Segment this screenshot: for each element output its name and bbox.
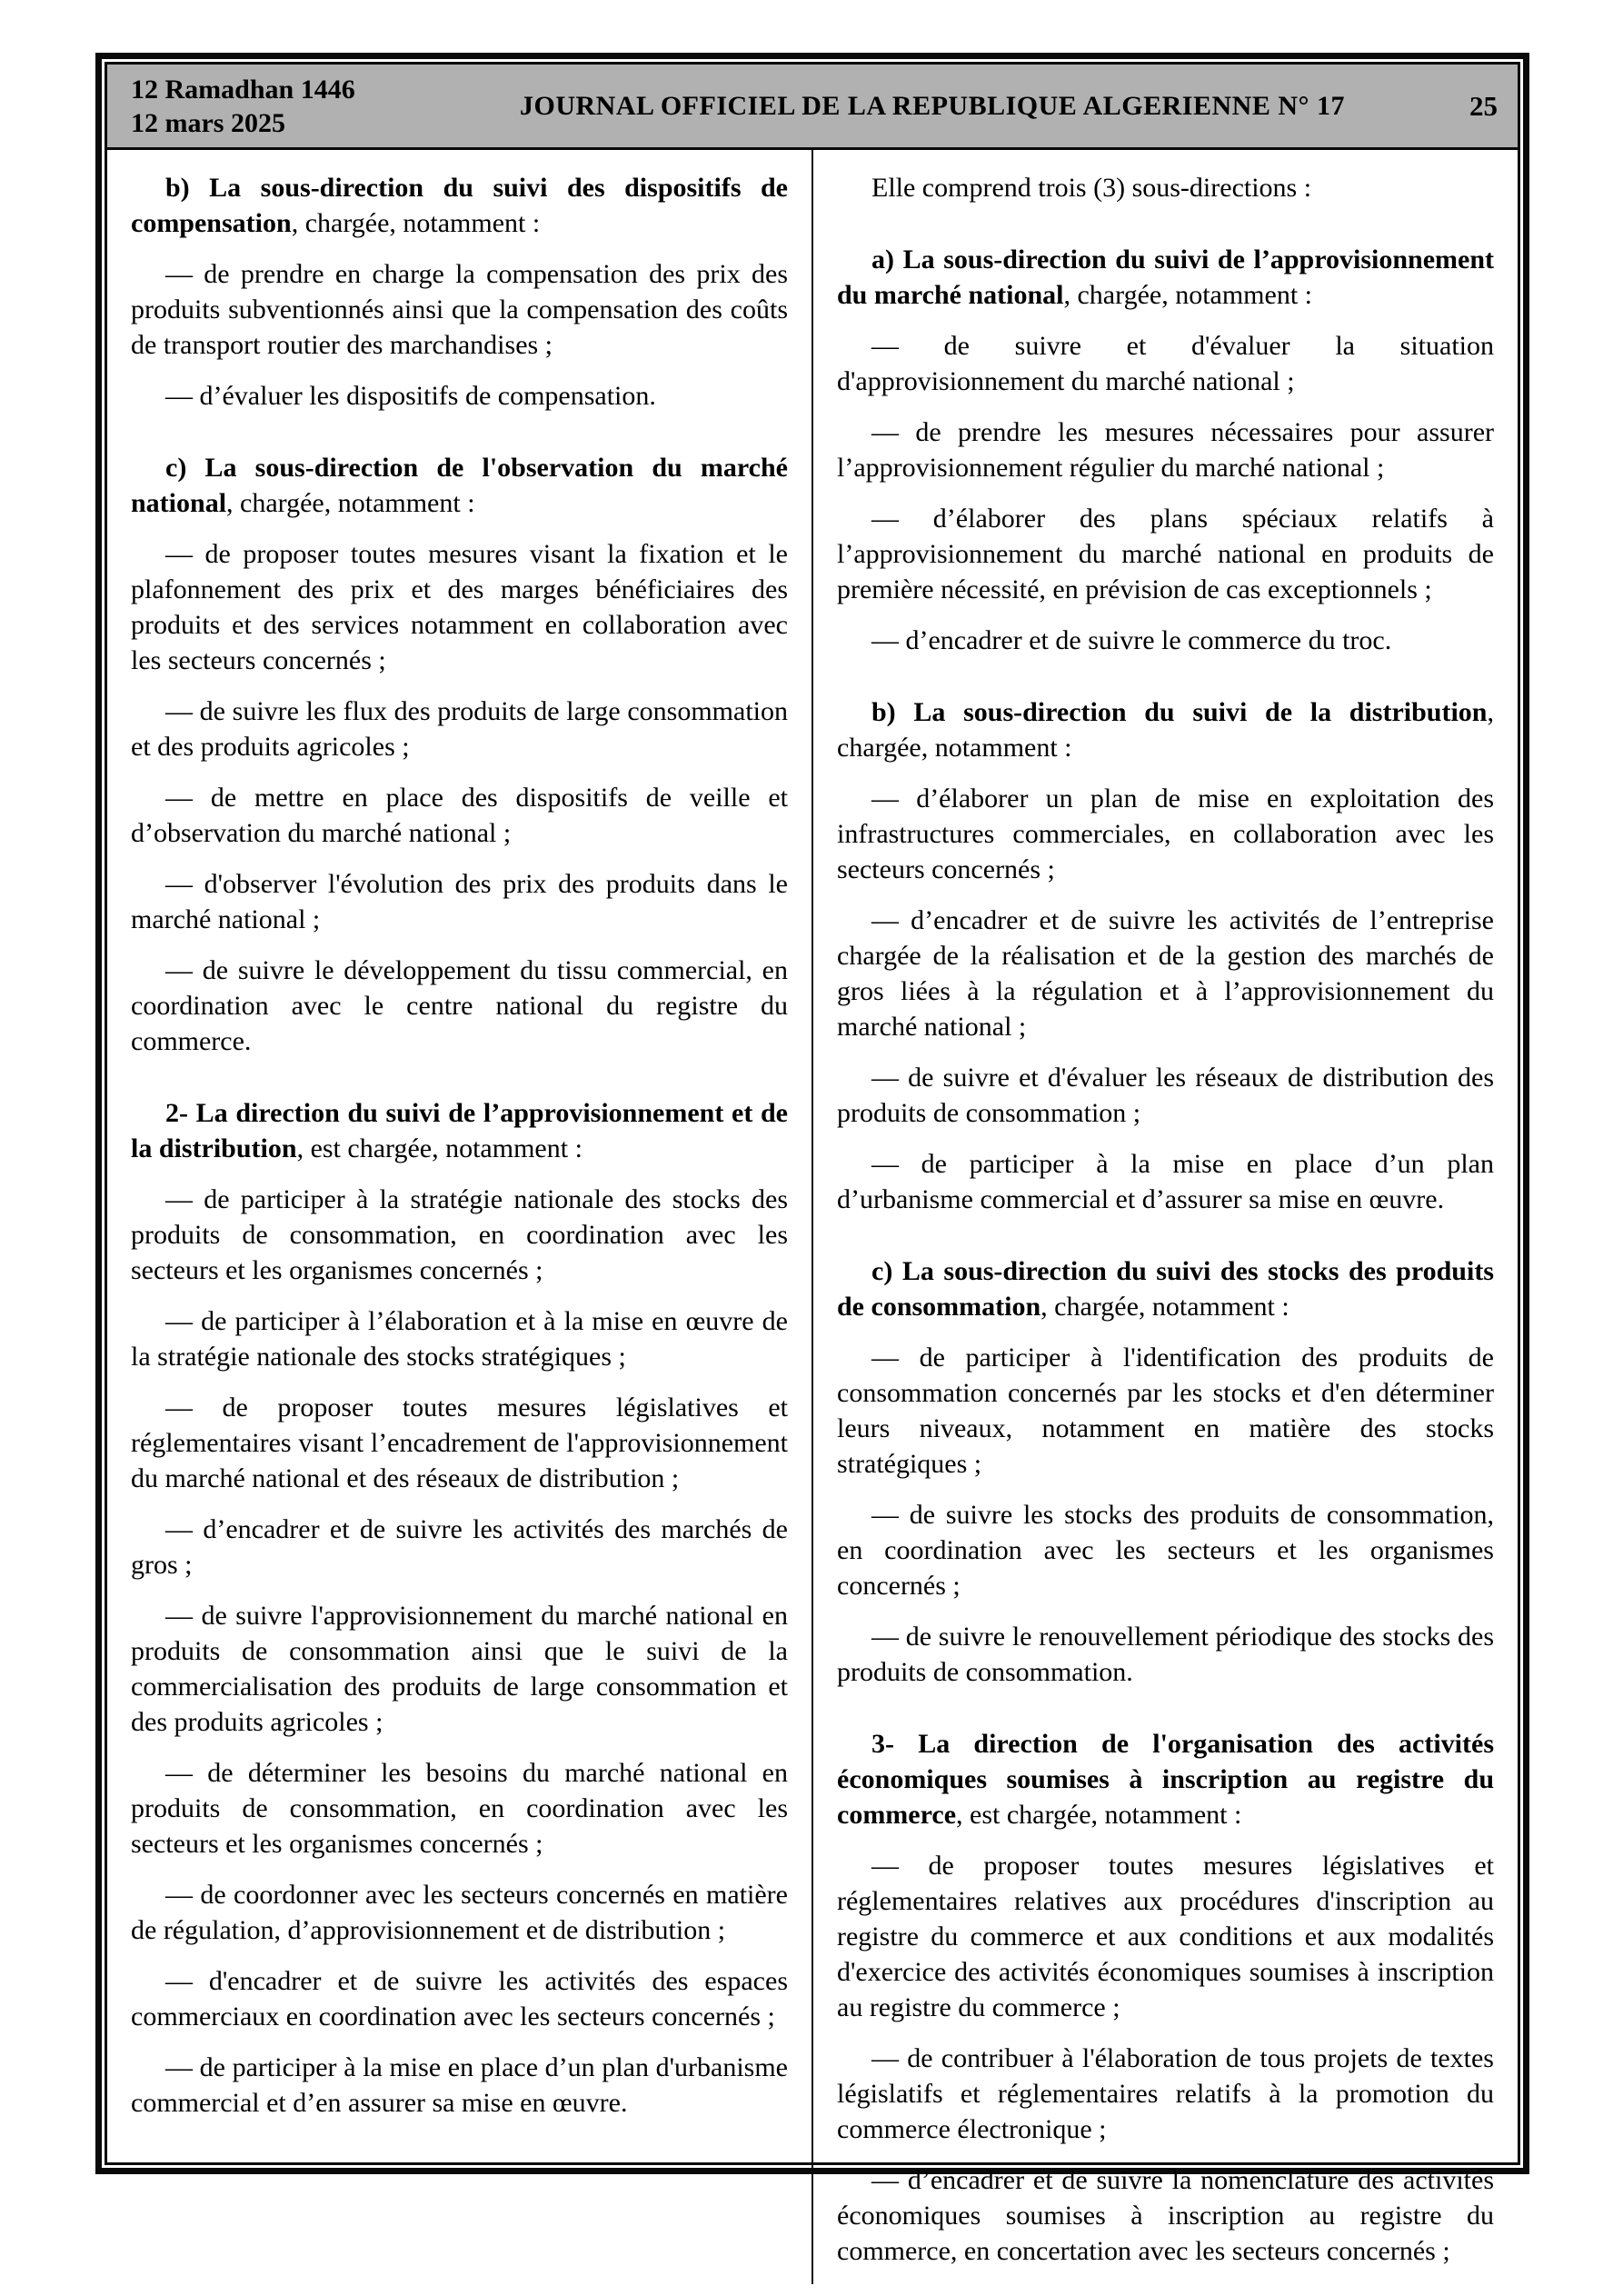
paragraph: — de participer à la mise en place d’un plan d'urbanisme commercial et d’en assurer sa mise en œuvre. — [131, 2052, 788, 2118]
paragraph: — de prendre les mesures nécessaires pour assurer l’approvisionnement régulier du marché national ; — [837, 417, 1494, 483]
paragraph: — de proposer toutes mesures législatives et réglementaires relatives aux procédures d'inscription au registre du commerce et aux conditions et aux modalités d'exercice des activités économiques soumises à inscription au registre du commerce ; — [837, 1851, 1494, 2022]
paragraph: — de suivre le renouvellement périodique des stocks des produits de consommation. — [837, 1622, 1494, 1687]
paragraph: — de contribuer à l'élaboration de tous projets de textes législatifs et réglementaires relatifs à la promotion du commerce électronique ; — [837, 2043, 1494, 2144]
section-heading: 2- La direction du suivi de l’approvisionnement et de la distribution, est chargée, notamment : — [131, 1098, 788, 1163]
paragraph: — de coordonner avec les secteurs concernés en matière de régulation, d’approvisionnement et de distribution ; — [131, 1880, 788, 1945]
page-content — [107, 150, 1518, 2284]
paragraph: — de suivre les stocks des produits de consommation, en coordination avec les secteurs et les organismes concernés ; — [837, 1500, 1494, 1601]
paragraph: — de suivre les flux des produits de large consommation et des produits agricoles ; — [131, 696, 788, 762]
paragraph: — de participer à la stratégie nationale des stocks des produits de consommation, en coordination avec les secteurs et les organismes concernés ; — [131, 1184, 788, 1285]
paragraph: — de proposer toutes mesures législatives et réglementaires visant l’encadrement de l'approvisionnement du marché national et des réseaux de distribution ; — [131, 1393, 788, 1493]
paragraph: Elle comprend trois (3) sous-directions : — [871, 173, 1312, 203]
page-frame-inner — [105, 62, 1520, 2266]
column-left — [107, 150, 812, 2284]
paragraph: — de suivre et d'évaluer la situation d'approvisionnement du marché national ; — [837, 331, 1494, 396]
column-right — [813, 150, 1518, 2284]
paragraph: — de participer à l’élaboration et à la mise en œuvre de la stratégie nationale des stocks stratégiques ; — [131, 1306, 788, 1372]
paragraph: — d’encadrer et de suivre les activités de l’entreprise chargée de la réalisation et de la gestion des marchés de gros liées à la régulation et à l’approvisionnement du marché national ; — [837, 905, 1494, 1042]
paragraph: — de suivre l'approvisionnement du marché national en produits de consommation ainsi que le suivi de la commercialisation des produits de large consommation et des produits agricoles ; — [131, 1601, 788, 1737]
paragraph: — de suivre et d'évaluer les réseaux de distribution des produits de consommation ; — [837, 1063, 1494, 1128]
section-heading: b) La sous-direction du suivi des dispositifs de compensation, chargée, notamment : — [131, 173, 788, 238]
date-gregorian: 12 mars 2025 — [131, 107, 285, 138]
page-frame — [95, 53, 1529, 2266]
paragraph: — de proposer toutes mesures visant la fixation et le plafonnement des prix et des marges bénéficiaires des produits et des services notamment en collaboration avec les secteurs concernés ; — [131, 539, 788, 675]
paragraph: — d’élaborer un plan de mise en exploitation des infrastructures commerciales, en collaboration avec les secteurs concernés ; — [837, 784, 1494, 884]
page-header — [107, 65, 1518, 150]
paragraph: — de déterminer les besoins du marché national en produits de consommation, en coordination avec les secteurs et les organismes concernés ; — [131, 1758, 788, 1859]
paragraph: — d’encadrer et de suivre le commerce du troc. — [871, 625, 1392, 655]
journal-title: JOURNAL OFFICIEL DE LA REPUBLIQUE ALGERIENNE N° 17 — [520, 90, 1345, 121]
date-hijri: 12 Ramadhan 1446 — [131, 74, 355, 105]
paragraph: — d’évaluer les dispositifs de compensation. — [165, 381, 656, 411]
paragraph: — de participer à la mise en place d’un plan d’urbanisme commercial et d’assurer sa mise en œuvre. — [837, 1149, 1494, 1214]
header-dates — [131, 73, 431, 140]
section-heading: c) La sous-direction du suivi des stocks des produits de consommation, chargée, notamment : — [837, 1256, 1494, 1322]
paragraph: — de participer à l'identification des produits de consommation concernés par les stocks et d'en déterminer leurs niveaux, notamment en matière des stocks stratégiques ; — [837, 1343, 1494, 1479]
paragraph: — d’élaborer des plans spéciaux relatifs à l’approvisionnement du marché national en produits de première nécessité, en prévision de cas exceptionnels ; — [837, 504, 1494, 604]
paragraph: — de suivre le développement du tissu commercial, en coordination avec le centre national du registre du commerce. — [131, 955, 788, 1056]
section-heading: a) La sous-direction du suivi de l’approvisionnement du marché national, chargée, notamment : — [837, 245, 1494, 310]
section-heading: b) La sous-direction du suivi de la distribution, chargée, notamment : — [837, 697, 1494, 763]
paragraph: — de mettre en place des dispositifs de veille et d’observation du marché national ; — [131, 783, 788, 848]
paragraph: — d'encadrer et de suivre les activités des espaces commerciaux en coordination avec les secteurs concernés ; — [131, 1966, 788, 2031]
section-heading: 3- La direction de l'organisation des activités économiques soumises à inscription au registre du commerce, est chargée, notamment : — [837, 1729, 1494, 1830]
section-heading: c) La sous-direction de l'observation du marché national, chargée, notamment : — [131, 453, 788, 518]
paragraph: — d’encadrer et de suivre la nomenclature des activités économiques soumises à inscription au registre du commerce, en concertation avec les secteurs concernés ; — [837, 2165, 1494, 2266]
paragraph: — d’encadrer et de suivre les activités des marchés de gros ; — [131, 1514, 788, 1580]
page-number: 25 — [1469, 89, 1498, 122]
paragraph: — de prendre en charge la compensation des prix des produits subventionnés ainsi que la compensation des coûts de transport routier des marchandises ; — [131, 259, 788, 360]
paragraph: — d'observer l'évolution des prix des produits dans le marché national ; — [131, 869, 788, 934]
